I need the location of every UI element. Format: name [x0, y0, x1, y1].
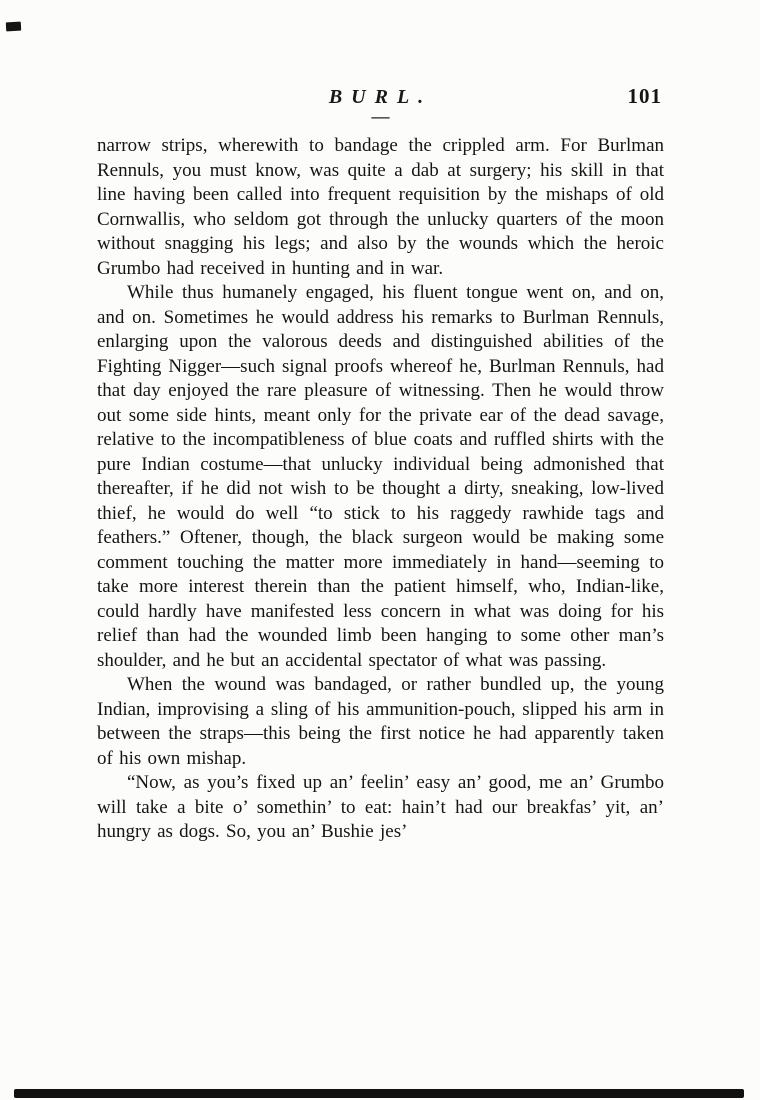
paragraph: When the wound was bandaged, or rather bundled up, the young Indian, improvising a sling of his ammunition-pouch, slipped his arm in between the straps—this being the first notice he had apparently taken of his own mishap.	[97, 674, 664, 769]
paragraph: narrow strips, wherewith to bandage the crippled arm. For Burlman Rennuls, you must know, was quite a dab at surgery; his skill in that line having been called into frequent requisition by the mishaps of old Cornwallis, who seldom got through the unlucky quarters of the moon without snagging his legs; and also by the wounds which the heroic Grumbo had received in hunting and in war.	[97, 135, 664, 279]
page-number: 101	[627, 84, 662, 108]
page-header	[97, 86, 664, 134]
scan-artifact-top-left	[6, 22, 21, 32]
scan-artifact-bottom-edge	[14, 1089, 744, 1098]
running-head-title: BURL.	[328, 86, 433, 108]
paragraph: “Now, as you’s fixed up an’ feelin’ easy an’ good, me an’ Grumbo will take a bite o’ somethin’ to eat: hain’t had our breakfas’ yit, an’ hungry as dogs. So, you an’ Bushie jes’	[97, 772, 664, 842]
body-text	[97, 134, 664, 845]
header-rule: —	[371, 106, 390, 126]
page-content	[97, 86, 664, 845]
paragraph: While thus humanely engaged, his fluent tongue went on, and on, and on. Sometimes he would address his remarks to Burlman Rennuls, enlarging upon the valorous deeds and distinguished abilities of the Fighting Nigger—such signal proofs whereof he, Burlman Rennuls, had that day enjoyed the rare pleasure of witnessing. Then he would throw out some side hints, meant only for the private ear of the dead savage, relative to the incompatibleness of blue coats and ruffled shirts with the pure Indian costume—that unlucky individual being admonished that thereafter, if he did not wish to be thought a dirty, sneaking, low-lived thief, he would do well “to stick to his raggedy rawhide tags and feathers.” Oftener, though, the black surgeon would be making some comment touching the matter more immediately in hand—seeming to take more interest therein than the patient himself, who, Indian-like, could hardly have manifested less concern in what was doing for his relief than had the wounded limb been hanging to some other man’s shoulder, and he but an accidental spectator of what was passing.	[97, 282, 664, 671]
